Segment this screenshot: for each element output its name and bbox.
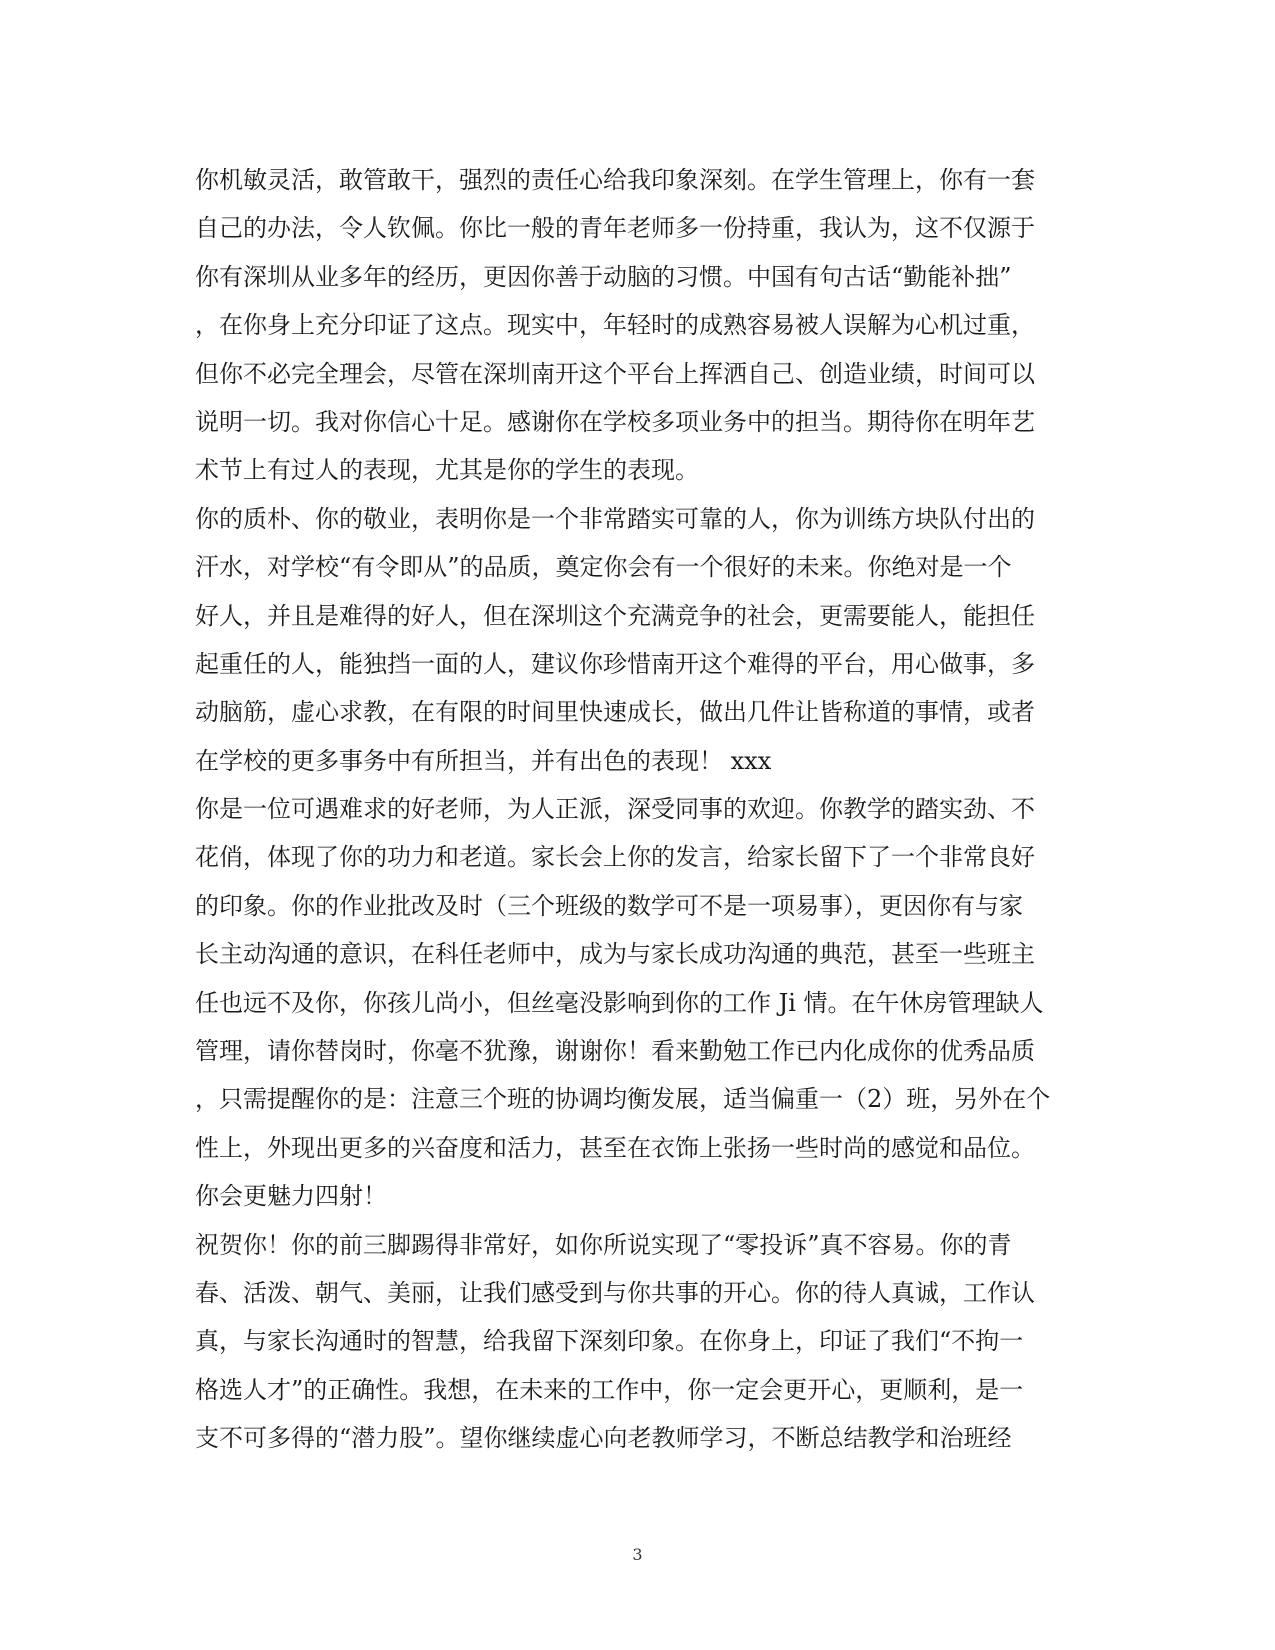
text-line: 的印象。你的作业批改及时（三个班级的数学可不是一项易事），更因你有与家 [195,891,1023,920]
text-line: 真，与家长沟通时的智慧，给我留下深刻印象。在你身上，印证了我们“不拘一 [195,1327,1024,1356]
text-line: 花俏，体现了你的功力和老道。家长会上你的发言，给家长留下了一个非常良好 [195,843,1035,872]
text-line: 你会更魅力四射！ [195,1182,387,1211]
document-body [195,156,1085,1463]
text-line: 管理，请你替岗时，你毫不犹豫，谢谢你！看来勤勉工作已内化成你的优秀品质 [195,1037,1035,1066]
text-line: 你机敏灵活，敢管敢干，强烈的责任心给我印象深刻。在学生管理上，你有一套 [195,166,1035,194]
text-line: 长主动沟通的意识，在科任老师中，成为与家长成功沟通的典范，甚至一些班主 [195,940,1035,969]
text-line: 任也远不及你，你孩儿尚小，但丝毫没影响到你的工作 Ji 情。在午休房管理缺人 [195,988,1044,1017]
page-number: 3 [632,1545,643,1564]
text-line: ，只需提醒你的是：注意三个班的协调均衡发展，适当偏重一（2）班，另外在个 [195,1085,1051,1114]
text-line: 好人，并且是难得的好人，但在深圳这个充满竞争的社会，更需要能人，能担任 [195,601,1035,630]
text-line: 自己的办法，令人钦佩。你比一般的青年老师多一份持重，我认为，这不仅源于 [195,214,1035,243]
text-line: 术节上有过人的表现，尤其是你的学生的表现。 [195,456,699,485]
text-line: 祝贺你！你的前三脚踢得非常好，如你所说实现了“零投诉”真不容易。你的青 [195,1230,1012,1259]
text-line: 起重任的人，能独挡一面的人，建议你珍惜南开这个难得的平台，用心做事，多 [195,649,1035,678]
text-line: 性上，外现出更多的兴奋度和活力，甚至在衣饰上张扬一些时尚的感觉和品位。 [195,1133,1035,1162]
text-line: 在学校的更多事务中有所担当，并有出色的表现！ xxx [195,746,772,775]
text-line: 格选人才”的正确性。我想，在未来的工作中，你一定会更开心，更顺利，是一 [195,1375,1024,1404]
text-line: 动脑筋，虚心求教，在有限的时间里快速成长，做出几件让皆称道的事情，或者 [195,698,1035,727]
text-line: 说明一切。我对你信心十足。感谢你在学校多项业务中的担当。期待你在明年艺 [195,407,1035,436]
text-line: 你的质朴、你的敬业，表明你是一个非常踏实可靠的人，你为训练方块队付出的 [195,504,1035,533]
text-line: 春、活泼、朝气、美丽，让我们感受到与你共事的开心。你的待人真诚，工作认 [195,1278,1035,1307]
text-line: ，在你身上充分印证了这点。现实中，年轻时的成熟容易被人误解为心机过重， [195,311,1035,340]
text-line: 但你不必完全理会，尽管在深圳南开这个平台上挥洒自己、创造业绩，时间可以 [195,359,1035,388]
text-line: 支不可多得的“潜力股”。望你继续虚心向老教师学习，不断总结教学和治班经 [195,1424,1012,1453]
text-line: 汗水，对学校“有令即从”的品质，奠定你会有一个很好的未来。你绝对是一个 [195,553,1012,582]
text-line: 你有深圳从业多年的经历，更因你善于动脑的习惯。中国有句古话“勤能补拙” [195,262,1012,291]
text-line: 你是一位可遇难求的好老师，为人正派，深受同事的欢迎。你教学的踏实劲、不 [195,795,1035,824]
